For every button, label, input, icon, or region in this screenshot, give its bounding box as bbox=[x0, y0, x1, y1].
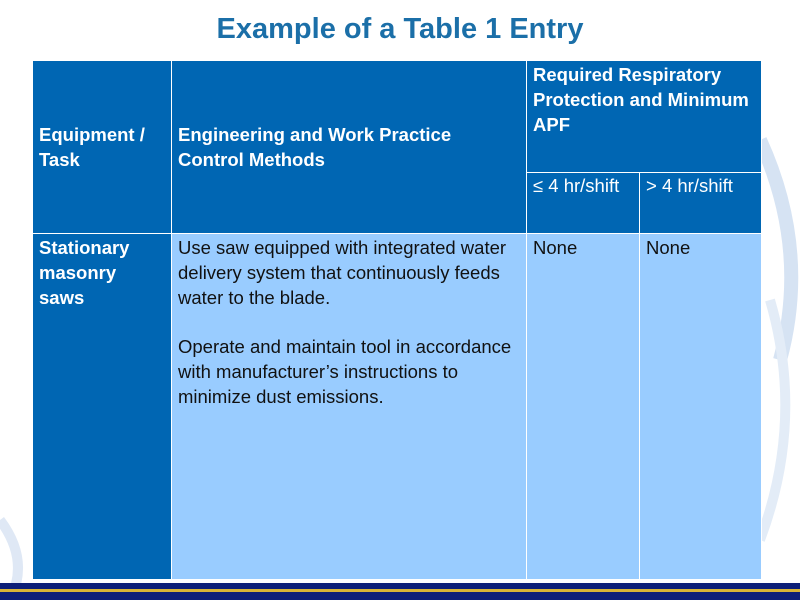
footer-stripe bbox=[0, 589, 800, 592]
header-control-methods: Engineering and Work Practice Control Methods bbox=[172, 61, 527, 234]
header-equipment-task: Equipment / Task bbox=[33, 61, 172, 234]
header-respiratory-protection: Required Respiratory Protection and Minimum APF bbox=[527, 61, 762, 173]
header-over-4-hr: > 4 hr/shift bbox=[640, 173, 762, 234]
table-1-entry bbox=[32, 60, 761, 580]
slide-title: Example of a Table 1 Entry bbox=[216, 13, 584, 45]
table-row bbox=[33, 234, 762, 580]
requirements-table bbox=[32, 60, 762, 580]
control-method-2: Operate and maintain tool in accordance with manufacturer’s instructions to minimize dust emissions. bbox=[178, 336, 512, 407]
row-under-4-hr: None bbox=[527, 234, 640, 580]
header-under-4-hr: ≤ 4 hr/shift bbox=[527, 173, 640, 234]
row-task: Stationary masonry saws bbox=[33, 234, 172, 580]
control-method-1: Use saw equipped with integrated water delivery system that continuously feeds water to the blade. bbox=[178, 237, 507, 308]
row-controls bbox=[172, 234, 527, 580]
row-over-4-hr: None bbox=[640, 234, 762, 580]
